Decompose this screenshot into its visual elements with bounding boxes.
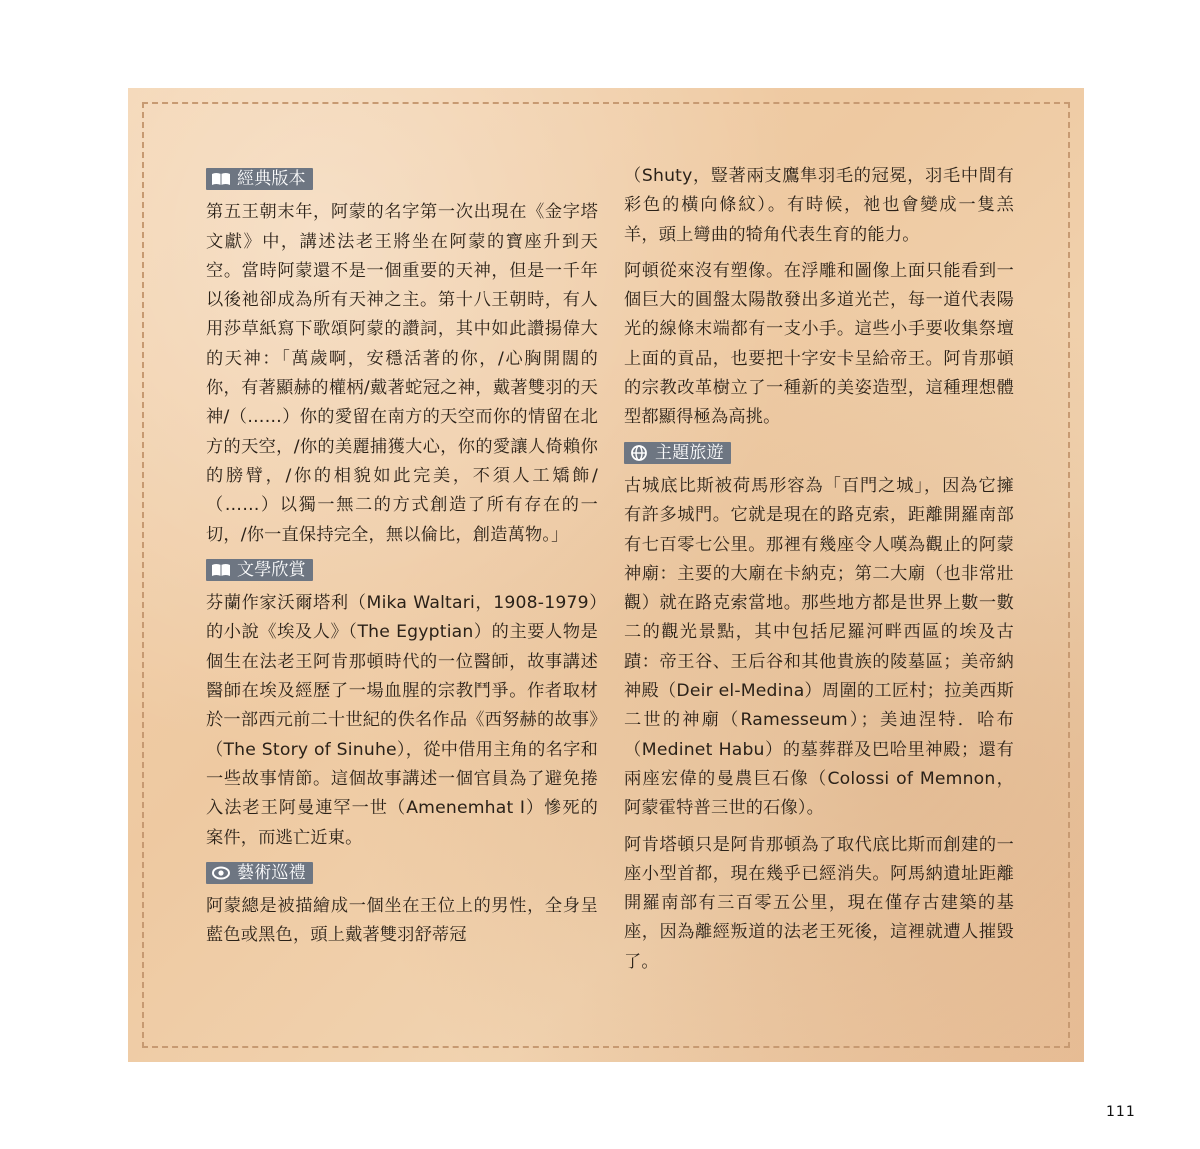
art-text-right: （Shuty，豎著兩支鷹隼羽毛的冠冕，羽毛中間有彩色的橫向條紋）。有時候，祂也會變成一隻羔羊，頭上彎曲的犄角代表生育的能力。	[624, 166, 1014, 245]
globe-icon	[628, 444, 650, 462]
page-number: 111	[1106, 1104, 1136, 1120]
classic-text: 第五王朝末年，阿蒙的名字第一次出現在《金字塔文獻》中，講述法老王將坐在阿蒙的寶座升到天空。當時阿蒙還不是一個重要的天神，但是一千年以後祂卻成為所有天神之主。第十八王朝時，有人用莎草紙寫下歌頌阿蒙的讚詞，其中如此讚揚偉大的天神：「萬歲啊，安穩活著的你，/心胸開闊的你，有著顯赫的權柄/戴著蛇冠之神，戴著雙羽的天神/（……）你的愛留在南方的天空而你的情留在北方的天空，/你的美麗捕獲大心，你的愛讓人倚賴你的膀臂，/你的相貌如此完美，不須人工矯飾/（……）以獨一無二的方式創造了所有存在的一切，/你一直保持完全，無以倫比，創造萬物。」	[206, 202, 598, 545]
parchment-panel	[128, 88, 1084, 1062]
heading-classic	[206, 168, 313, 190]
art-text-left: 阿蒙總是被描繪成一個坐在王位上的男性，全身呈藍色或黑色，頭上戴著雙羽舒蒂冠	[206, 896, 598, 946]
heading-art	[206, 862, 313, 884]
art-text-right-2: 阿頓從來沒有塑像。在浮雕和圖像上面只能看到一個巨大的圓盤太陽散發出多道光芒，每一道代表陽光的線條末端都有一支小手。這些小手要收集祭壇上面的貢品，也要把十字安卡呈給帝王。阿肯那頓的宗教改革樹立了一種新的美姿造型，這種理想體型都顯得極為高挑。	[624, 260, 1014, 428]
heading-art-label: 藝術巡禮	[237, 862, 306, 883]
heading-travel	[624, 442, 731, 464]
literature-text: 芬蘭作家沃爾塔利（Mika Waltari，1908-1979）的小說《埃及人》（The Egyptian）的主要人物是個生在法老王阿肯那頓時代的一位醫師，故事講述醫師在埃及經歷了一場血腥的宗教鬥爭。作者取材於一部西元前二十世紀的佚名作品《西努赫的故事》（The Story of Sinuhe），從中借用主角的名字和一些故事情節。這個故事講述一個官員為了避免捲入法老王阿曼連罕一世（Amenemhat I）慘死的案件，而逃亡近東。	[206, 593, 598, 848]
heading-travel-label: 主題旅遊	[655, 442, 724, 463]
right-column	[624, 162, 1014, 984]
book-icon	[210, 170, 232, 188]
left-column	[206, 166, 598, 958]
travel-text: 古城底比斯被荷馬形容為「百門之城」，因為它擁有許多城門。它就是現在的路克索，距離開羅南部有七百零七公里。那裡有幾座令人嘆為觀止的阿蒙神廟：主要的大廟在卡納克；第二大廟（也非常壯觀）就在路克索當地。那些地方都是世界上數一數二的觀光景點，其中包括尼羅河畔西區的埃及古蹟：帝王谷、王后谷和其他貴族的陵墓區；美帝納神殿（Deir el-Medina）周圍的工匠村；拉美西斯二世的神廟（Ramesseum）；美迪涅特．哈布（Medinet Habu）的墓葬群及巴哈里神殿；還有兩座宏偉的曼農巨石像（Colossi of Memnon，阿蒙霍特普三世的石像）。	[624, 475, 1014, 819]
heading-literature-label: 文學欣賞	[237, 559, 306, 580]
eye-icon	[210, 864, 232, 882]
travel-text-2: 阿肯塔頓只是阿肯那頓為了取代底比斯而創建的一座小型首都，現在幾乎已經消失。阿馬納遺址距離開羅南部有三百零五公里，現在僅存古建築的基座，因為離經叛道的法老王死後，這裡就遭人摧毀了。	[624, 834, 1014, 972]
heading-literature	[206, 559, 313, 581]
book-icon	[210, 561, 232, 579]
heading-classic-label: 經典版本	[237, 169, 306, 189]
